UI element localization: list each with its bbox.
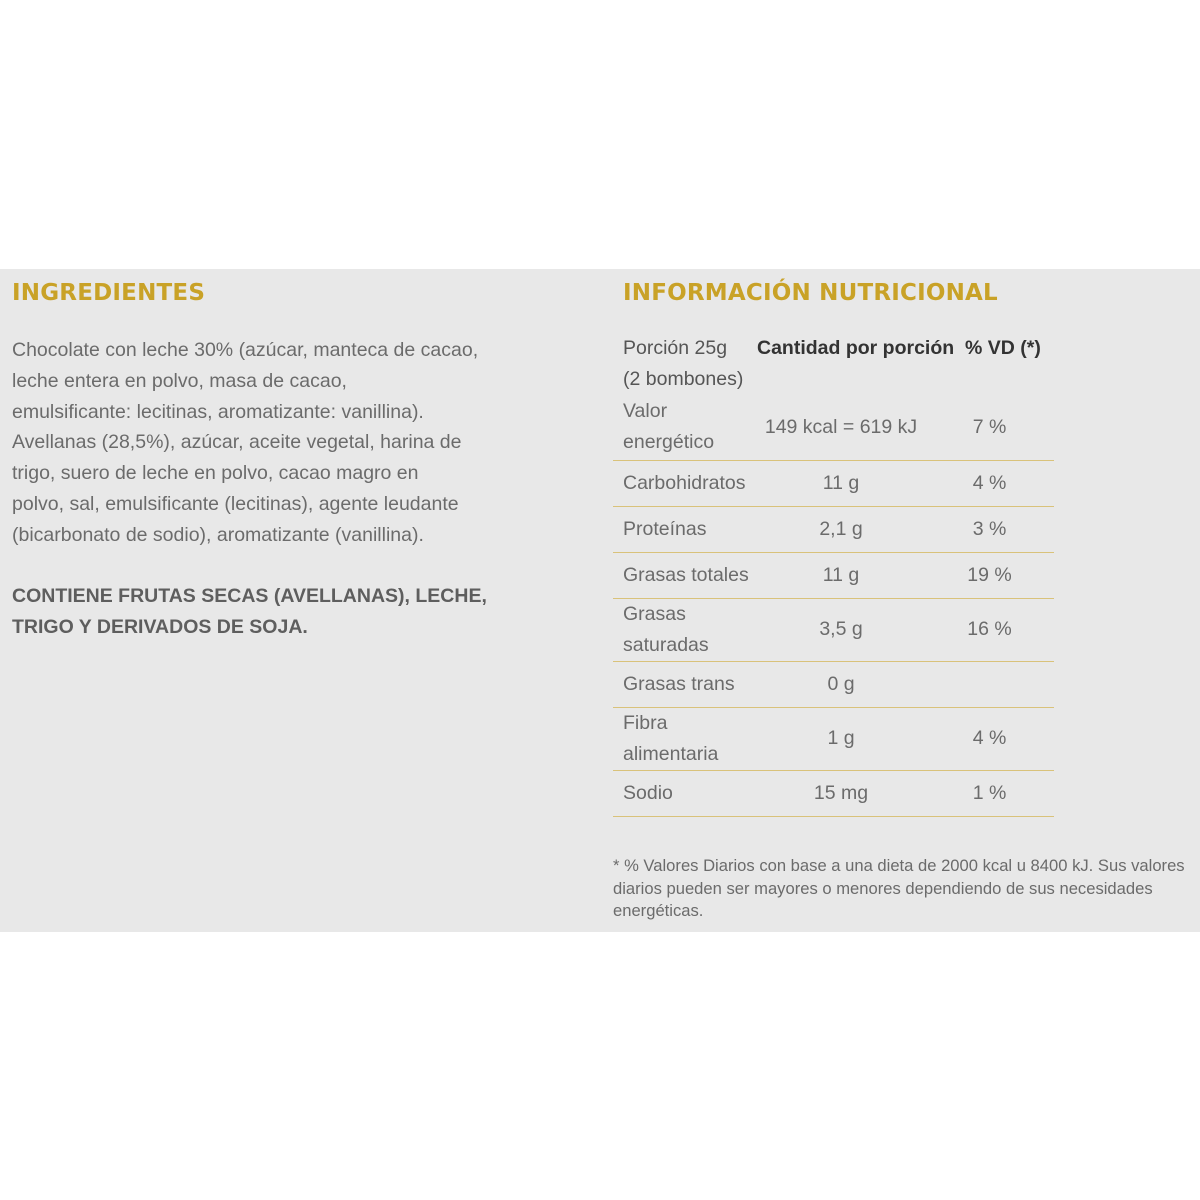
nutrient-amount: 11 g	[757, 552, 965, 598]
nutrient-amount: 1 g	[757, 707, 965, 770]
nutrient-name: Grasas trans	[613, 661, 757, 707]
nutrient-dv	[965, 661, 1054, 707]
nutrient-dv: 7 %	[965, 395, 1054, 460]
nutrient-row	[613, 598, 1054, 661]
nutrient-row	[613, 707, 1054, 770]
ingredients-line: leche entera en polvo, masa de cacao,	[12, 369, 347, 392]
nutrient-amount: 3,5 g	[757, 598, 965, 661]
amount-header: Cantidad por porción	[757, 337, 955, 359]
ingredients-line: trigo, suero de leche en polvo, cacao magro en	[12, 462, 419, 485]
nutrient-amount: 11 g	[757, 460, 965, 506]
nutrient-row	[613, 506, 1054, 552]
nutrient-row	[613, 552, 1054, 598]
nutrient-row	[613, 661, 1054, 707]
nutrient-row	[613, 395, 1054, 460]
nutrient-dv: 4 %	[965, 707, 1054, 770]
nutrient-dv: 1 %	[965, 770, 1054, 816]
nutrient-dv: 3 %	[965, 506, 1054, 552]
ingredients-heading: INGREDIENTES	[12, 280, 206, 306]
ingredients-line: emulsificante: lecitinas, aromatizante: vanillina).	[12, 400, 424, 423]
nutrient-name: Grasas saturadas	[613, 598, 757, 661]
allergens-line: TRIGO Y DERIVADOS DE SOJA.	[12, 616, 308, 638]
nutrient-row	[613, 460, 1054, 506]
nutrient-dv: 4 %	[965, 460, 1054, 506]
nutrient-name: Sodio	[613, 770, 757, 816]
nutrition-table	[613, 333, 1054, 817]
nutrient-name: Carbohidratos	[613, 460, 757, 506]
portion-size: Porción 25g	[623, 337, 728, 359]
nutrient-amount: 15 mg	[757, 770, 965, 816]
ingredients-line: (bicarbonato de sodio), aromatizante (vanillina).	[12, 523, 424, 546]
nutrition-header-row	[613, 333, 1054, 395]
nutrient-name: Valor energético	[613, 395, 757, 460]
footnote-line: energéticas.	[613, 901, 704, 920]
ingredients-line: Chocolate con leche 30% (azúcar, manteca de cacao,	[12, 339, 479, 361]
nutrient-amount: 2,1 g	[757, 506, 965, 552]
portion-header	[613, 333, 757, 395]
footnote-line: diarios pueden ser mayores o menores dependiendo de sus necesidades	[613, 878, 1153, 898]
nutrient-dv: 19 %	[965, 552, 1054, 598]
daily-values-footnote	[613, 855, 1198, 923]
footnote-line: * % Valores Diarios con base a una dieta de 2000 kcal u 8400 kJ. Sus valores	[613, 856, 1185, 875]
nutrient-name: Fibra alimentaria	[613, 707, 757, 770]
dv-header: % VD (*)	[965, 337, 1041, 359]
ingredients-line: Avellanas (28,5%), azúcar, aceite vegetal, harina de	[12, 431, 462, 454]
ingredients-line: polvo, sal, emulsificante (lecitinas), agente leudante	[12, 492, 459, 515]
nutrient-name: Grasas totales	[613, 552, 757, 598]
nutrient-amount: 0 g	[757, 661, 965, 707]
portion-count: (2 bombones)	[623, 368, 744, 390]
nutrient-row	[613, 770, 1054, 816]
nutrition-heading: INFORMACIÓN NUTRICIONAL	[623, 280, 998, 306]
allergens-line: CONTIENE FRUTAS SECAS (AVELLANAS), LECHE,	[12, 585, 487, 607]
nutrient-name: Proteínas	[613, 506, 757, 552]
nutrient-amount: 149 kcal = 619 kJ	[757, 395, 965, 460]
nutrient-dv: 16 %	[965, 598, 1054, 661]
ingredients-text	[12, 335, 482, 551]
allergens-warning	[12, 581, 487, 643]
